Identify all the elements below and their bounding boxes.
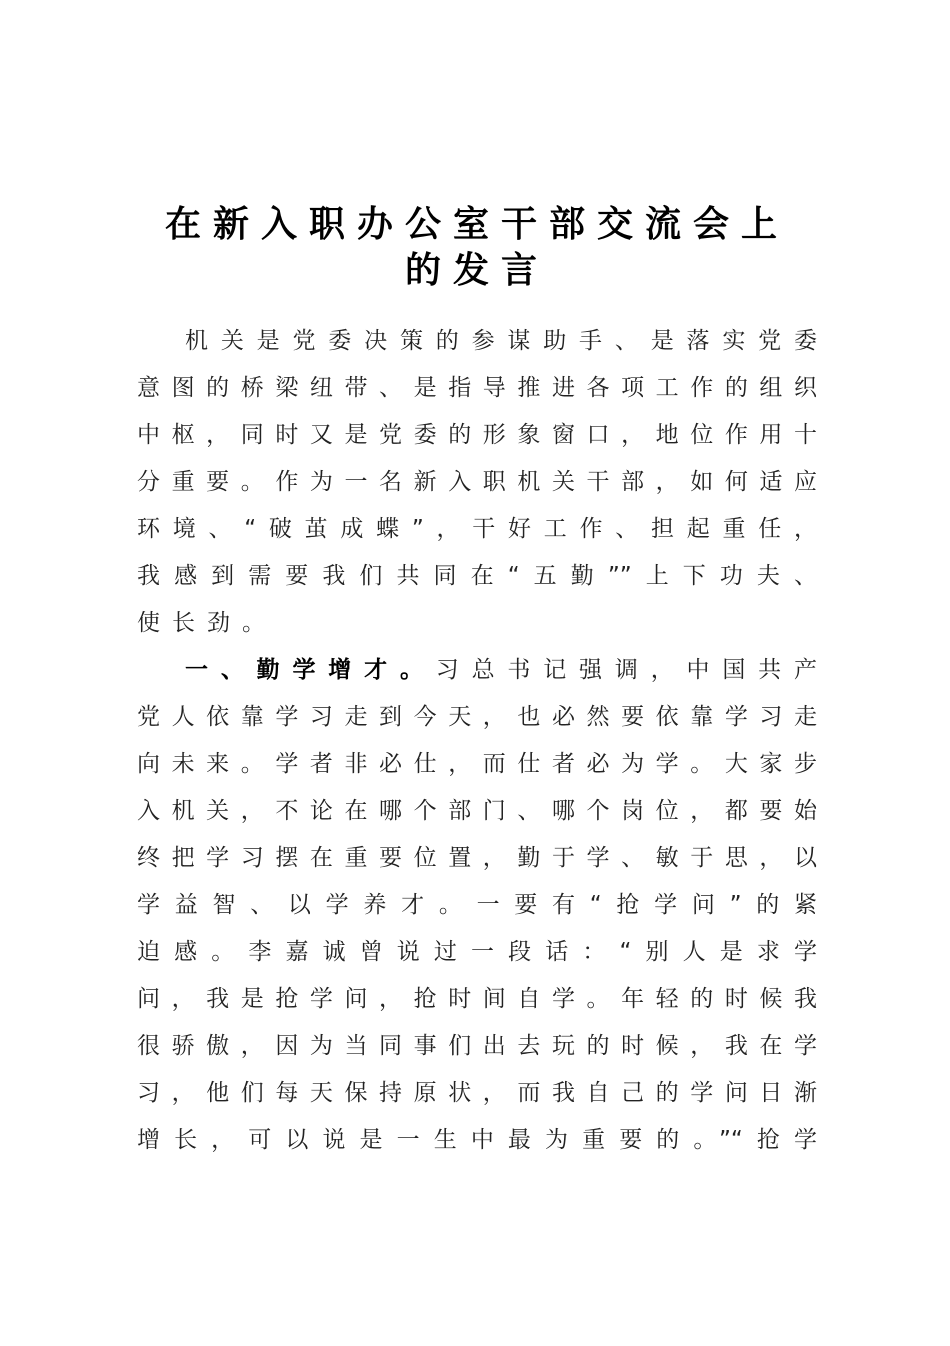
text-line: 机关是党委决策的参谋助手、是落实党委 bbox=[185, 328, 817, 354]
text-line: 习，他们每天保持原状，而我自己的学问日渐 bbox=[137, 1080, 817, 1106]
text-line: 迫感。李嘉诚曾说过一段话：“别人是求学 bbox=[137, 939, 817, 965]
text-line: 中枢，同时又是党委的形象窗口，地位作用十 bbox=[137, 422, 817, 448]
document-title-line-1: 在新入职办公室干部交流会上 bbox=[164, 203, 789, 245]
text-line: 使长劲。 bbox=[137, 610, 277, 636]
section-heading: 一、勤学增才。 bbox=[185, 657, 436, 683]
document-body bbox=[137, 318, 817, 1164]
text-line: 很骄傲，因为当同事们出去玩的时候，我在学 bbox=[137, 1033, 817, 1059]
section-heading-line bbox=[137, 647, 817, 694]
text-line: 入机关，不论在哪个部门、哪个岗位，都要始 bbox=[137, 798, 817, 824]
text-line: 分重要。作为一名新入职机关干部，如何适应 bbox=[137, 469, 817, 495]
text-line: 学益智、以学养才。一要有“抢学问”的紧 bbox=[137, 892, 817, 918]
text-line: 终把学习摆在重要位置，勤于学、敏于思，以 bbox=[137, 845, 817, 871]
text-line: 环境、“破茧成蝶”，干好工作、担起重任， bbox=[137, 516, 817, 542]
text-line: 问，我是抢学问，抢时间自学。年轻的时候我 bbox=[137, 986, 817, 1012]
text-line: 党人依靠学习走到今天，也必然要依靠学习走 bbox=[137, 704, 817, 730]
document-title-line-2: 的发言 bbox=[404, 249, 549, 291]
text-line: 增长，可以说是一生中最为重要的。”“抢学 bbox=[137, 1127, 817, 1153]
text-line: 向未来。学者非必仕，而仕者必为学。大家步 bbox=[137, 751, 817, 777]
text-line: 我感到需要我们共同在“五勤””上下功夫、 bbox=[137, 563, 817, 589]
text-line: 意图的桥梁纽带、是指导推进各项工作的组织 bbox=[137, 375, 817, 401]
section-text: 习总书记强调，中国共产 bbox=[435, 657, 818, 683]
